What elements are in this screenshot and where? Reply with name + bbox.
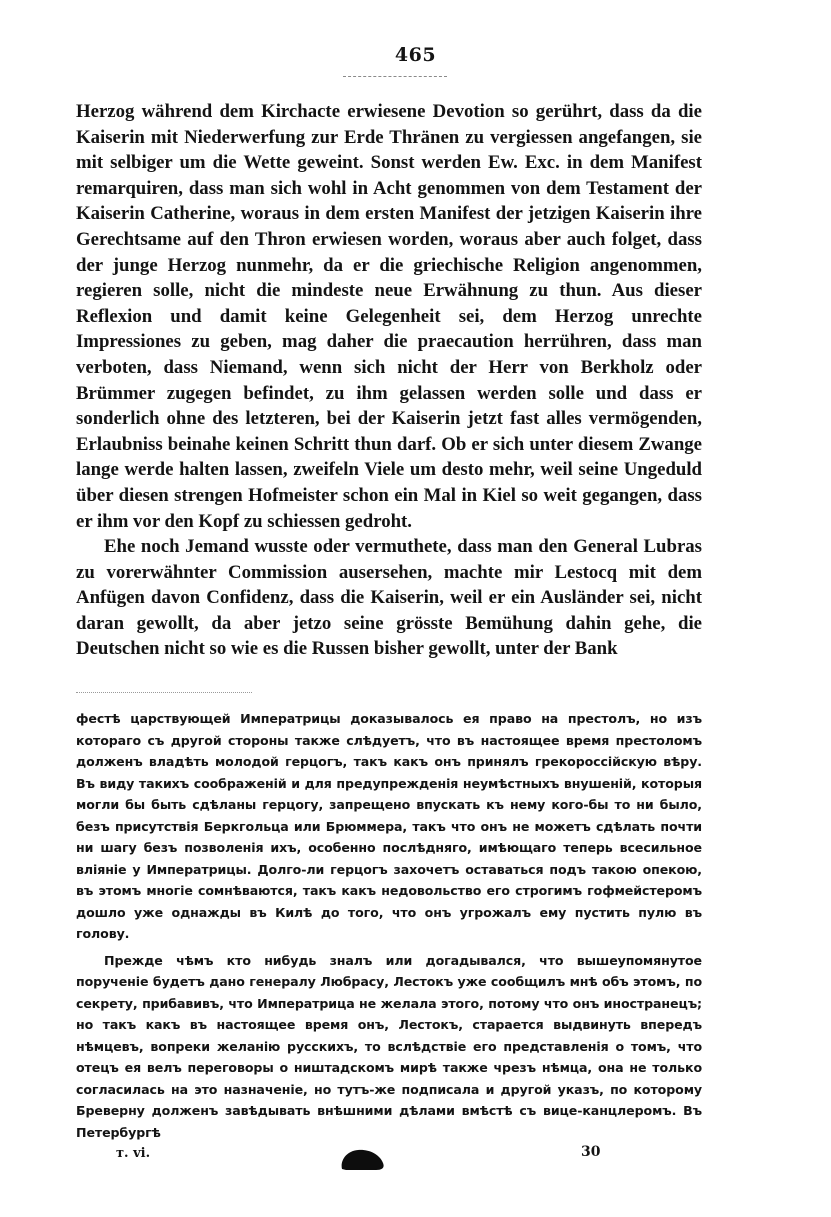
page-number-rule xyxy=(343,76,447,77)
german-paragraph: Ehe noch Jemand wusste oder vermuthete, dass man den General Lubras zu vorerwähnter Commission ausersehen, machte mir Lestocq mit dem Anfügen davon Confidenz, dass die Kaiserin, weil er ein Ausländer sei, nicht daran gewollt, da aber jetzo seine grösste Bemühung dahin gehe, die Deutschen nicht so wie es die Russen bisher gewollt, unter der Bank xyxy=(76,536,702,660)
russian-translation xyxy=(76,708,702,1143)
russian-paragraph: Прежде чѣмъ кто нибудь зналъ или догадывался, что вышеупомянутое порученіе будетъ дано генералу Любрасу, Лестокъ уже сообщилъ мнѣ объ этомъ, по секрету, прибавивъ, что Императрица не желала этого, потому что онъ иностранецъ; но такъ какъ въ настоящее время онъ, Лестокъ, старается выдвинуть впередъ нѣмцевъ, вопреки желанію русскихъ, то вслѣдствіе его представленія о томъ, что отецъ ея велъ переговоры о ништадскомъ мирѣ также чрезъ нѣмца, она не только согласилась на это назначеніе, но тутъ-же подписала и другой указъ, по которому Бреверну долженъ завѣдывать внѣшними дѣлами вмѣстѣ съ вице-канцлеромъ. Въ Петербургѣ xyxy=(76,952,702,1140)
sheet-number: 30 xyxy=(581,1144,601,1160)
page-number: 465 xyxy=(394,44,437,66)
ink-blot xyxy=(336,1147,386,1171)
german-text xyxy=(76,99,702,662)
russian-paragraph: фестѣ царствующей Императрицы доказывалось ея право на престолъ, но изъ котораго съ другой стороны также слѣдуетъ, что въ настоящее время престоломъ долженъ владѣть молодой герцогъ, такъ какъ онъ принялъ грекороссійскую вѣру. Въ виду такихъ соображеній и для предупрежденія неумѣстныхъ внушеній, которыя могли бы быть сдѣланы герцогу, запрещено впускать къ нему кого-бы то ни было, безъ присутствія Беркгольца или Брюммера, такъ что онъ не можетъ сдѣлать почти ни шагу безъ позволенія ихъ, особенно послѣдняго, имѣющаго теперь всесильное вліяніе у Императрицы. Долго-ли герцогъ захочетъ оставаться подъ такою опекою, въ этомъ многіе сомнѣваются, такъ какъ недовольство его строгимъ гофмейстеромъ дошло уже однажды въ Килѣ до того, что онъ угрожалъ ему пустить пулю въ голову. xyxy=(76,711,702,941)
separator-rule xyxy=(76,692,252,693)
german-paragraph: Herzog während dem Kirchacte erwiesene Devotion so gerührt, dass da die Kaiserin mit Niederwerfung zur Erde Thränen zu vergiessen angefangen, sie mit selbiger um die Wette geweint. Sonst werden Ew. Exc. in dem Manifest remarquiren, dass man sich wohl in Acht genommen von dem Testament der Kaiserin Catherine, woraus in dem ersten Manifest der jetzigen Kaiserin ihre Gerechtsame auf den Thron erwiesen worden, woraus aber auch folget, dass der junge Herzog nunmehr, da er die griechische Religion angenommen, regieren solle, nicht die mindeste neue Erwähnung zu thun. Aus dieser Reflexion und damit keine Gelegenheit sei, dem Herzog unrechte Impressiones zu geben, mag daher die praecaution herrühren, dass man verboten, dass Niemand, wenn sich nicht der Herr von Berkholz oder Brümmer zugegen befindet, zu ihm gelassen werden solle und dass er sonderlich ohne des letzteren, bei der Kaiserin jetzt fast alles vermögenden, Erlaubniss beinahe keinen Schritt thun darf. Ob er sich unter diesem Zwange lange werde halten lassen, zweifeln Viele um desto mehr, weil seine Ungeduld über diesen strengen Hofmeister schon ein Mal in Kiel so weit gegangen, dass er ihm vor den Kopf zu schiessen gedroht. xyxy=(76,101,702,532)
signature-mark: т. vi. xyxy=(116,1146,151,1161)
